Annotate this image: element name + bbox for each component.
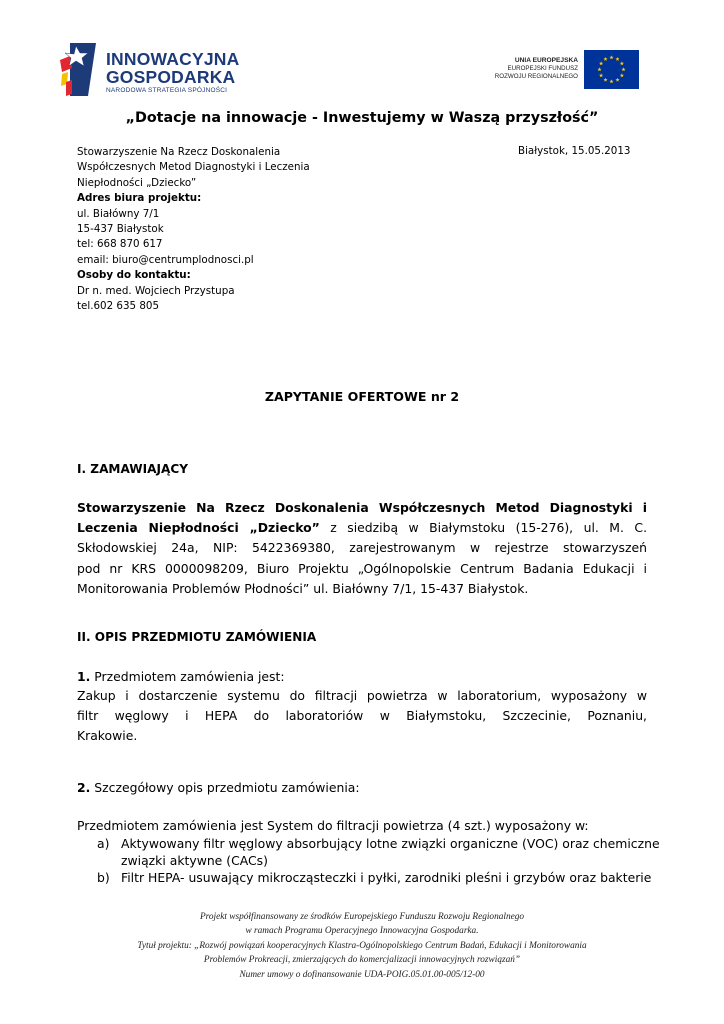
list-marker: a)	[97, 836, 110, 851]
list-marker: b)	[97, 870, 110, 885]
document-date: Białystok, 15.05.2013	[518, 145, 631, 157]
point-1-heading	[77, 669, 285, 684]
point-2-number: 2.	[77, 780, 91, 795]
zam-line-2-rest: z siedzibą w Białymstoku (15-276), ul. M. C.	[319, 520, 648, 536]
p1-line-2: filtr węglowy i HEPA do laboratoriów w Białymstoku, Szczecinie, Poznaniu,	[77, 708, 647, 724]
zam-line-4: pod nr KRS 0000098209, Biuro Projektu „Ogólnopolskie Centrum Badania Edukacji i	[77, 560, 647, 576]
funding-footer	[0, 910, 724, 982]
contact-person: Dr n. med. Wojciech Przystupa	[77, 284, 235, 297]
document-title: ZAPYTANIE OFERTOWE nr 2	[264, 389, 460, 404]
office-label: Adres biura projektu:	[77, 192, 202, 205]
zam-line-3: Skłodowskiej 24a, NIP: 5422369380, zarejestrowanym w rejestrze stowarzyszeń	[77, 540, 647, 556]
point-1-paragraph	[77, 686, 647, 747]
address-street: ul. Białówny 7/1	[77, 207, 160, 220]
point-1-title: Przedmiotem zamówienia jest:	[90, 669, 285, 684]
list-item-text: Aktywowany filtr węglowy absorbujący lotne związki organiczne (VOC) oraz chemiczne związki aktywne (CACs)	[121, 836, 660, 868]
contracting-party-paragraph	[77, 498, 647, 599]
point-1-number: 1.	[77, 669, 91, 684]
footer-line-2: w ramach Programu Operacyjnego Innowacyjna Gospodarka.	[245, 926, 479, 937]
eu-logo-line1: UNIA EUROPEJSKA	[514, 57, 578, 64]
address-line-2: Współczesnych Metod Diagnostyki i Leczenia	[77, 161, 310, 174]
p1-line-1: Zakup i dostarczenie systemu do filtracji powietrza w laboratorium, wyposażony w	[77, 688, 647, 703]
slogan-heading: „Dotacje na innowacje - Inwestujemy w Waszą przyszłość”	[125, 110, 599, 126]
list-item-text: Filtr HEPA- usuwający mikrocząsteczki i pyłki, zarodniki pleśni i grzybów oraz bakterie	[121, 870, 652, 885]
ig-logo-line2: GOSPODARKA	[106, 67, 236, 87]
footer-line-4: Problemów Prokreacji, zmierzających do komercjalizacji innowacyjnych rozwiązań”	[203, 955, 521, 966]
ig-logo-line3: NARODOWA STRATEGIA SPÓJNOŚCI	[106, 87, 228, 94]
p1-line-3: Krakowie.	[77, 728, 138, 744]
sender-address-block	[77, 145, 310, 314]
address-email: email: biuro@centrumplodnosci.pl	[77, 253, 254, 266]
footer-line-3: Tytuł projektu: „Rozwój powiązań kooperacyjnych Klastra-Ogólnopolskiego Centrum Badań, Edukacji i Monitorowania	[137, 940, 587, 951]
address-tel: tel: 668 870 617	[77, 238, 163, 251]
contact-label: Osoby do kontaktu:	[77, 269, 191, 282]
address-line-1: Stowarzyszenie Na Rzecz Doskonalenia	[77, 146, 281, 158]
zam-line-2	[77, 518, 647, 538]
contact-tel: tel.602 635 805	[77, 300, 160, 313]
zam-bold-name: Leczenia Niepłodności „Dziecko”	[77, 520, 320, 536]
footer-line-5: Numer umowy o dofinansowanie UDA-POIG.05.01.00-005/12-00	[239, 969, 485, 980]
section-1-heading: I. ZAMAWIAJĄCY	[77, 462, 188, 476]
eu-logo-line2: EUROPEJSKI FUNDUSZ	[507, 65, 578, 72]
eu-logo-line3: ROZWOJU REGIONALNEGO	[494, 73, 578, 80]
zam-line-5: Monitorowania Problemów Płodności” ul. Białówny 7/1, 15-437 Białystok.	[77, 580, 529, 596]
eu-logo-text	[470, 57, 578, 81]
zam-line-1: Stowarzyszenie Na Rzecz Doskonalenia Współczesnych Metod Diagnostyki i	[77, 500, 647, 515]
ig-logo-line1: INNOWACYJNA	[106, 49, 240, 69]
point-2-title: Szczegółowy opis przedmiotu zamówienia:	[90, 780, 360, 795]
subject-intro: Przedmiotem zamówienia jest System do filtracji powietrza (4 szt.) wyposażony w:	[77, 818, 589, 833]
footer-line-1: Projekt współfinansowany ze środków Europejskiego Funduszu Rozwoju Regionalnego	[199, 912, 525, 922]
section-2-heading: II. OPIS PRZEDMIOTU ZAMÓWIENIA	[77, 630, 317, 644]
address-city: 15-437 Białystok	[77, 223, 164, 236]
point-2-heading	[77, 780, 360, 795]
eu-flag-icon	[584, 50, 639, 89]
address-line-3: Niepłodności „Dziecko”	[77, 176, 197, 189]
